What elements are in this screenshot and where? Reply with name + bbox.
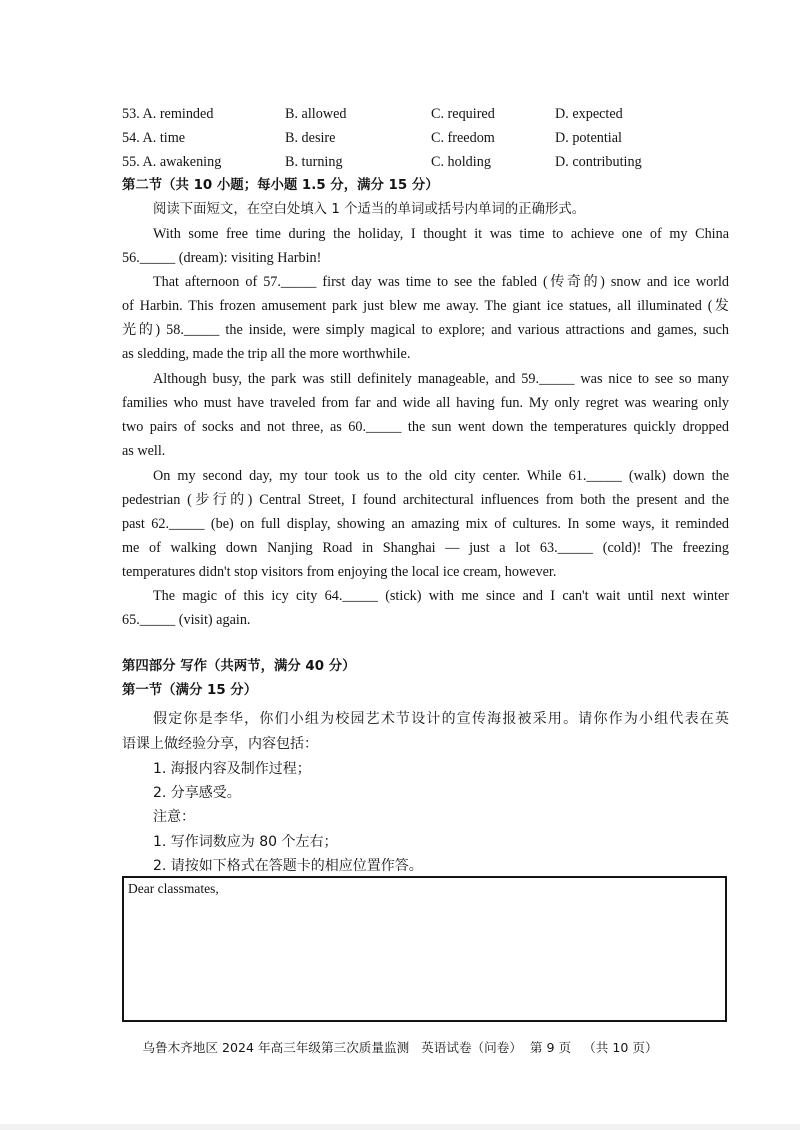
option-d: D. expected: [555, 106, 623, 122]
option-c: C. holding: [431, 154, 491, 170]
writing-prompt-point: 2. 分享感受。: [153, 785, 241, 801]
part4-heading: 第四部分 写作（共两节，满分 40 分）: [122, 659, 356, 674]
passage-line: 光的) 58._____ the inside, were simply magical to explore; and various attractions and games, such: [122, 322, 729, 338]
option-c: C. freedom: [431, 130, 495, 146]
passage-line: Although busy, the park was still definitely manageable, and 59._____ was nice to see so many: [153, 371, 729, 387]
passage-line: On my second day, my tour took us to the old city center. While 61._____ (walk) down the: [153, 468, 729, 484]
passage-line: 65._____ (visit) again.: [122, 612, 251, 628]
scan-edge: [0, 1124, 800, 1130]
option-b: B. turning: [285, 154, 343, 170]
part4-section1-heading: 第一节（满分 15 分）: [122, 683, 258, 698]
option-c: C. required: [431, 106, 495, 122]
writing-note: 2. 请按如下格式在答题卡的相应位置作答。: [153, 858, 423, 874]
option-b: B. allowed: [285, 106, 347, 122]
option-b: B. desire: [285, 130, 336, 146]
passage-line: The magic of this icy city 64._____ (stick) with me since and I can't wait until next winter: [153, 588, 729, 604]
writing-note: 1. 写作词数应为 80 个左右；: [153, 834, 338, 850]
passage-line: families who must have traveled from far and wide all having fun. My only regret was wearing only: [122, 395, 729, 411]
passage-line: two pairs of socks and not three, as 60._____ the sun went down the temperatures quickly dropped: [122, 419, 729, 435]
passage-line: 56._____ (dream): visiting Harbin!: [122, 250, 322, 266]
page-footer: 乌鲁木齐地区 2024 年高三年级第三次质量监测 英语试卷（问卷） 第 9 页 （共 10 页）: [142, 1040, 658, 1055]
passage-line: as well.: [122, 443, 166, 459]
answer-box: [122, 876, 727, 1022]
passage-line: temperatures didn't stop visitors from enjoying the local ice cream, however.: [122, 564, 557, 580]
option-d: D. potential: [555, 130, 622, 146]
writing-prompt-point: 1. 海报内容及制作过程；: [153, 761, 311, 777]
passage-line: With some free time during the holiday, I thought it was time to achieve one of my China: [153, 226, 729, 242]
passage-line: past 62._____ (be) on full display, showing an amazing mix of cultures. In some ways, it reminded: [122, 516, 729, 532]
passage-line: as sledding, made the trip all the more worthwhile.: [122, 346, 411, 362]
option-a: 55. A. awakening: [122, 154, 222, 170]
answer-box-greeting: Dear classmates,: [128, 881, 219, 896]
passage-line: pedestrian (步行的) Central Street, I found architectural influences from both the present and the: [122, 492, 729, 508]
option-a: 53. A. reminded: [122, 106, 214, 122]
writing-note-label: 注意：: [153, 809, 195, 825]
passage-line: That afternoon of 57._____ first day was time to see the fabled (传奇的) snow and ice world: [153, 274, 729, 290]
section2-heading: 第二节（共 10 小题；每小题 1.5 分，满分 15 分）: [122, 178, 439, 193]
passage-line: of Harbin. This frozen amusement park just blew me away. The giant ice statues, all illuminated (发: [122, 298, 729, 314]
option-d: D. contributing: [555, 154, 642, 170]
section2-instruction: 阅读下面短文，在空白处填入 1 个适当的单词或括号内单词的正确形式。: [153, 202, 586, 217]
writing-prompt-line: 语课上做经验分享，内容包括：: [122, 736, 318, 752]
passage-line: me of walking down Nanjing Road in Shanghai — just a lot 63._____ (cold)! The freezing: [122, 540, 729, 556]
option-a: 54. A. time: [122, 130, 186, 146]
writing-prompt-line: 假定你是李华，你们小组为校园艺术节设计的宣传海报被采用。请你作为小组代表在英: [153, 711, 729, 727]
